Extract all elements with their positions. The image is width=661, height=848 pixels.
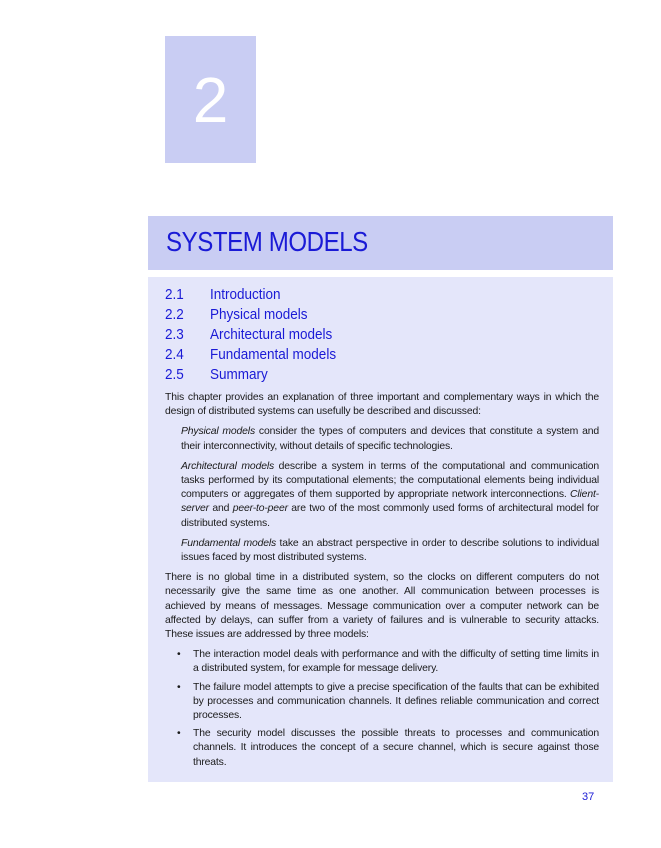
toc-item-summary[interactable] [165,365,336,385]
physical-models-paragraph [181,425,599,453]
toc-item-number: 2.3 [165,326,184,343]
bullet-icon: • [177,681,181,693]
toc-item-label: Fundamental models [210,346,337,363]
architectural-models-paragraph [181,460,599,531]
toc-item-physical-models[interactable] [165,305,336,325]
toc-item-number: 2.2 [165,306,184,323]
toc-item-architectural-models[interactable] [165,325,336,345]
chapter-body [165,391,599,774]
client-server-term: Client-server [181,489,599,515]
toc-item-number: 2.5 [165,366,184,383]
toc-item-introduction[interactable] [165,285,336,305]
table-of-contents [165,285,355,385]
list-item-interaction-model [165,648,599,676]
fundamental-models-term: Fundamental models [181,537,277,549]
physical-models-text: consider the types of computers and devices that constitute a system and their interconnectivity, without details of specific technologies. [181,426,599,452]
chapter-title-bar [148,216,613,270]
fundamental-models-paragraph [181,537,599,565]
list-item-failure-model [165,681,599,724]
toc-item-number: 2.1 [165,286,184,303]
page-number: 37 [582,791,595,803]
bullet-icon: • [177,728,181,740]
physical-models-term: Physical models [181,426,256,438]
fundamental-models-text: take an abstract perspective in order to describe solutions to individual issues faced by most distributed systems. [181,537,599,564]
toc-item-fundamental-models[interactable] [165,345,336,365]
list-item-text: The security model discusses the possible threats to processes and communication channels. It introduces the concept of a secure channel, which is secure against those threats. [193,728,599,768]
bullet-icon: • [177,649,181,661]
list-item-text: The failure model attempts to give a precise specification of the faults that can be exhibited by processes and communication channels. It defines reliable communication and correct processes. [193,681,599,722]
page-title: SYSTEM MODELS [166,226,368,257]
toc-item-label: Introduction [210,286,281,303]
toc-item-number: 2.4 [165,346,184,363]
architectural-models-term: Architectural models [181,460,275,472]
global-time-paragraph: There is no global time in a distributed system, so the clocks on different computers do not necessarily give the same time as one another. All communication between processes is achieved by means of messages. Message communication over a computer network can be affected by delays, can suffer from a variety of failures and is vulnerable to security attacks. These issues are addressed by three models: [165,572,599,641]
chapter-number: 2 [192,63,229,136]
architectural-models-text-and: and [208,503,233,515]
architectural-models-text: describe a system in terms of the computational and communication tasks performed by its computational elements; the computational elements being individual computers or aggregates of them supported by appropriate network interconnections. [181,460,599,501]
models-bullet-list [165,648,599,770]
intro-paragraph: This chapter provides an explanation of three important and complementary ways in which the design of distributed systems can usefully be described and discussed: [165,392,599,418]
toc-item-label: Physical models [210,306,308,323]
toc-item-label: Summary [210,366,268,383]
content-panel [148,277,613,782]
architectural-models-text-end: are two of the most commonly used forms of architectural model for distributed systems. [181,503,599,529]
chapter-number-box [165,36,256,163]
list-item-text: The interaction model deals with performance and with the difficulty of setting time limits in a distributed system, for example for message delivery. [193,649,599,675]
list-item-security-model [165,727,599,770]
toc-item-label: Architectural models [210,326,333,343]
peer-to-peer-term: peer-to-peer [232,503,288,515]
